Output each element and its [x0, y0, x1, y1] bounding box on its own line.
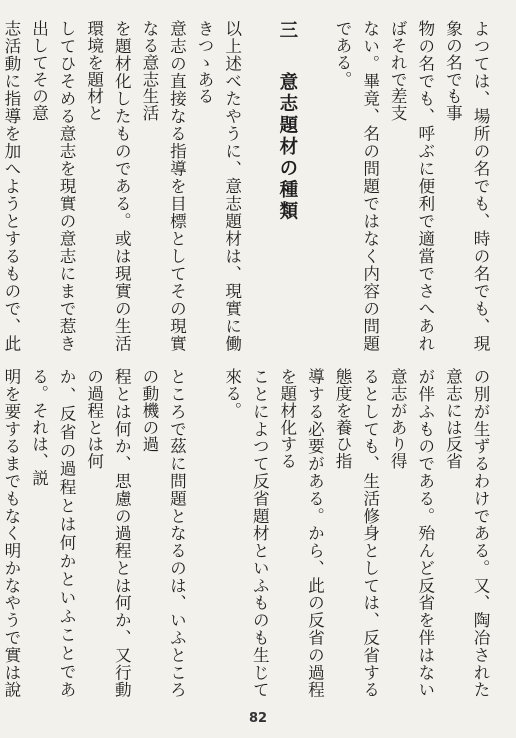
upper-text-column: [0, 20, 494, 352]
body-text-upper-after: 以上述べたやうに、意志題材は、現實に働きつゝある 意志の直接なる指導を目標としてその現實なる意志生活 を題材化したものである。或は現實の生活環境を題材と してひそめる意志を現實の意志にまで惹き出してその意 志活動に指導を加へようとするもので、此: [1, 20, 242, 352]
body-text-lower: の別が生ずるわけである。又、陶冶された意志には反省 が伴ふものである。殆んど反省を伴はない意志があり得 るとしても、生活修身としては、反省する態度を養ひ指 導する必要がある。から、此の反省の過程を題材化する ことによつて反省題材といふものも生じて來る。 ところで茲に問題となるのは、いふところの動機の過 程とは何か、思慮の過程とは何か、又行動の過程とは何 か、反省の過程とは何かといふことである。それは、説 明を要するまでもなく明かなやうで實は說: [1, 368, 490, 698]
page-number: 82: [248, 711, 268, 726]
section-number: 三: [276, 20, 298, 42]
section-heading: 意志題材の種類: [276, 72, 298, 223]
body-text-upper-before: よつては、場所の名でも、時の名でも、現象の名でも事 物の名でも、呼ぶに便利で適當でさへあればそれで差支 ない。畢竟、名の問題ではなく内容の問題である。: [333, 20, 490, 352]
lower-text-column: [0, 368, 494, 698]
